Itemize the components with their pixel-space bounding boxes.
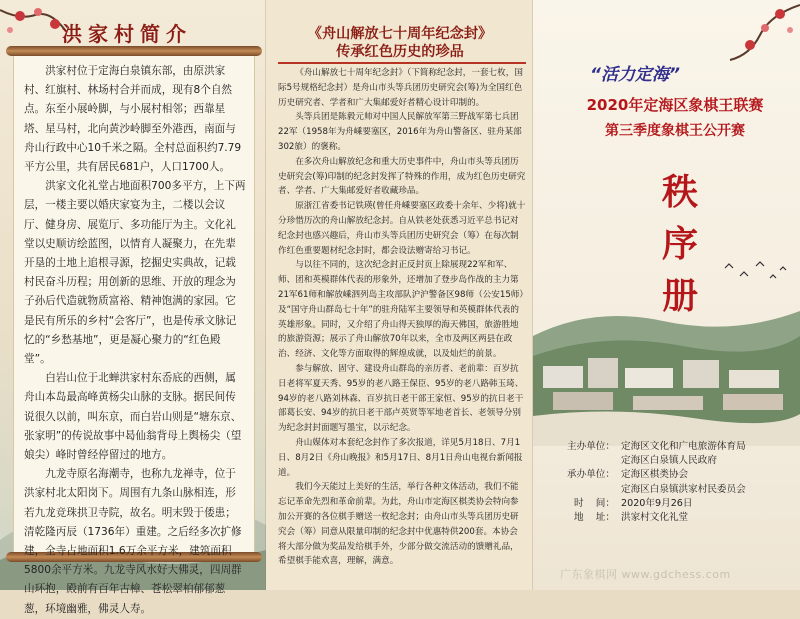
article-paragraph: 《舟山解放七十周年纪念封》（下简称纪念封，一套七枚，国际5号规格纪念封）是舟山市头等兵团历史研究会(筹)为全国红色历史研究者、学者和广大集邮爱好者精心设计印制的。 (278, 68, 523, 108)
info-label (543, 483, 621, 497)
intro-paragraph: 白岩山位于北蝉洪家村东岙底的西侧，属舟山本岛最高峰黄杨尖山脉的支脉。据民间传说很久以前，叫东京，而白岩山则是“塘东京、张家明”的传说故事中曷仙翁背母上舆杨尖（望娘尖）峰时曾经停留过的地方。 (24, 372, 242, 462)
article-title-line1: 《舟山解放七十周年纪念封》 (307, 26, 493, 42)
info-row (543, 483, 793, 497)
info-label: 主办单位： (567, 441, 615, 452)
intro-paragraph: 洪家文化礼堂占地面积700多平方，上下两层，一楼主要以婚庆家宴为主，二楼以会议厅、健身房、展览厅、多功能厅为主。文化礼堂以史顺访绘蓝图，以情育人凝聚力，在先辈开垦的土地上追根寻源，挖掘史实典故，记载村民奋斗历程；用创新的思维、开放的理念为子孙后代造就物质富裕、精神饱满的家园。它是民有所乐的乡村“会客厅”，也是传承文脉记忆的“乡愁基地”，更是凝心聚力的“红色殿堂”。 (24, 180, 246, 366)
article-paragraph: 参与解放、固守、建设舟山群岛的亲历者、老前辈：百岁抗日老将军夏天秀、95岁的老八路王保臣、95岁的老八路韩玉琦、94岁的老八路刘林森、百岁抗日老干部王家恒、95岁的抗日老干部葛长安、94岁的抗日老干部卢英贤等军地老首长、老领导分别为纪念封封面题写墨宝，以示纪念。 (278, 363, 524, 434)
watermark-text: 广东象棋网 www.gdchess.com (560, 568, 731, 581)
article-paragraph: 我们今天能过上美好的生活，举行各种文体活动，我们不能忘记革命先烈和革命前辈。为此，舟山市定海区棋类协会特向参加公开赛的各位棋手赠送一枚纪念封；由舟山市头等兵团历史研究会（筹）同意从限量印制的纪念封中优惠特供200套。本协会将大部分做为奖品发给棋手外，少部分做交流活动的馈赠礼品，希望棋手能欢喜，理解，满意。 (278, 482, 519, 567)
info-label: 承办单位： (567, 469, 615, 481)
event-info (543, 440, 793, 525)
info-value: 定海区白泉镇洪家村民委员会 (621, 483, 746, 495)
town-photo (533, 296, 800, 446)
article-body (278, 66, 526, 569)
info-row (543, 454, 793, 468)
info-label: 时 间： (574, 497, 615, 509)
slogan: “活力定海” (590, 65, 680, 85)
article-title (290, 25, 510, 61)
intro-paragraph: 九龙寺原名海潮寺，也称九龙禅寺，位于洪家村北太阳岗下。周围有九条山脉相连，形若九龙竞珠拱卫寺院，故名。明末毁于倭患；清乾隆丙辰（1736年）重建。之后经多次扩修建，全寺占地面积1.6万余平方米，建筑面积5800余平方米。九龙寺风水好大佛灵，四周群山环抱，殿前有百年古樟、苍松翠柏郁郁葱葱，环境幽雅，佛灵人寿。 (24, 468, 242, 615)
plum-blossom-icon (720, 0, 800, 70)
booklet-title: 秩序册 (661, 171, 698, 317)
article-paragraph: 原浙江省委书记铁瑛(曾任舟嵊要塞区政委十余年、少将)就十分珍惜历次的舟山解放纪念封。自从铁老处获悉习近平总书记对纪念封也感兴趣后，舟山市头等兵团历史研究会（筹）在每次制作红色重要题材纪念封时，都会设法赠寄给习书记。 (278, 201, 526, 256)
article-paragraph: 头等兵团是陈毅元帅对中国人民解放军第三野战军第七兵团22军（1958年为舟嵊要塞区，2016年为舟山警备区、驻舟某部302旅）的褒称。 (278, 112, 522, 152)
info-label (543, 454, 621, 468)
birds-icon (720, 258, 790, 288)
info-value: 定海区白泉镇人民政府 (621, 455, 717, 467)
info-value: 2020年9月26日 (621, 497, 693, 509)
article-paragraph: 在多次舟山解放纪念和重大历史事件中，舟山市头等兵团历史研究会(筹)印制的纪念封发挥了特殊的作用，成为红色历史研究者、学者、广大集邮爱好者收藏珍品。 (278, 156, 526, 197)
info-value: 洪家村文化礼堂 (621, 512, 689, 524)
info-row (543, 511, 793, 525)
intro-paragraph: 洪家村位于定海白泉镇东部，由原洪家村、红旗村、林场村合并而成，现有8个自然点。东至小展岭脚，与小展村相邻；西靠星塔、星马村，北向黄沙岭脚至外港西，南面与舟山行政中心10千米之隔。全村总面积约7.79平方公里，共有居民681户，人口1700人。 (24, 65, 242, 174)
info-row (543, 468, 793, 482)
info-value: 定海区棋类协会 (621, 469, 689, 481)
intro-title: 洪家村简介 (62, 22, 192, 46)
info-row (543, 497, 793, 511)
article-paragraph: 与以往不同的，这次纪念封正反封页上除展现22军和军、师、团和英模群体代表的形象外，还增加了登步岛作战的主力第21军61师和解放嵊泗列岛主攻部队沪沪警备区98师（公安15师）及“国守舟山群岛七十年”的驻舟陆军主要领导和英模群体代表的英雄形象。同时，又介绍了舟山得天独厚的海天佛国，旅游胜地的旅游资源；展示了舟山解放70年以来，全市及两区两县在政治、经济、文化等方面取得的辉煌成就，以及灿烂的前景。 (278, 260, 524, 360)
plum-blossom-icon (0, 0, 70, 60)
article-title-line2: 传承红色历史的珍品 (336, 44, 464, 60)
divider (278, 62, 526, 64)
article-paragraph: 舟山媒体对本套纪念封作了多次报道，详见5月18日、7月1日、8月2日《舟山晚报》和5月17日、8月1日舟山电视台新闻报道。 (278, 437, 523, 478)
info-label: 地 址： (574, 512, 615, 524)
event-headline: 2020年定海区象棋王联赛 (586, 96, 764, 114)
info-value: 定海区文化和广电旅游体育局 (621, 441, 746, 452)
info-row (543, 440, 793, 454)
event-subheadline: 第三季度象棋王公开赛 (605, 123, 745, 139)
intro-text (24, 62, 246, 619)
